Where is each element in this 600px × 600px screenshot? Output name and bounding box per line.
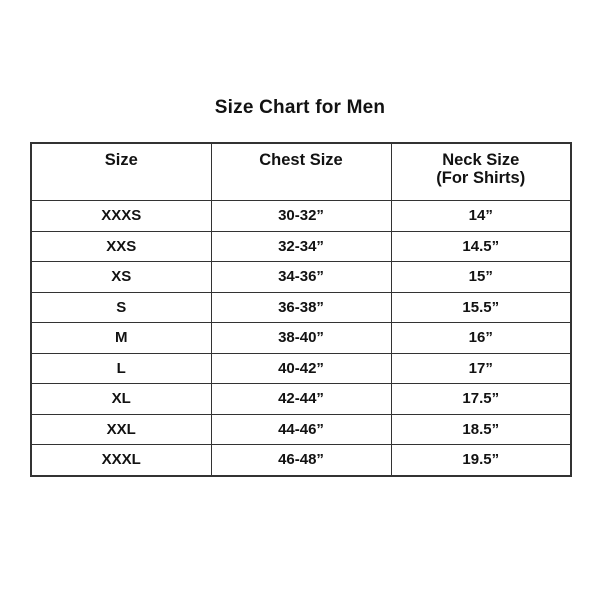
size-cell: L [31,353,211,384]
chest-size-cell: 42-44” [211,384,391,415]
chest-size-cell: 38-40” [211,323,391,354]
table-row [31,353,571,384]
header-chest-size: Chest Size [211,143,391,201]
chest-size-cell: 46-48” [211,445,391,476]
table-row [31,323,571,354]
size-cell: XXS [31,231,211,262]
chest-size-cell: 44-46” [211,414,391,445]
neck-size-cell: 15.5” [391,292,571,323]
chest-size-cell: 36-38” [211,292,391,323]
table-row [31,384,571,415]
page-title: Size Chart for Men [214,97,386,118]
size-chart-table [30,142,572,477]
neck-size-cell: 16” [391,323,571,354]
size-cell: XXXL [31,445,211,476]
chest-size-cell: 32-34” [211,231,391,262]
table-row [31,445,571,476]
neck-size-cell: 17” [391,353,571,384]
neck-size-cell: 14” [391,201,571,232]
table-row [31,262,571,293]
neck-size-cell: 17.5” [391,384,571,415]
size-cell: M [31,323,211,354]
table-row [31,201,571,232]
table-row [31,292,571,323]
size-cell: S [31,292,211,323]
header-neck-size [391,143,571,201]
chest-size-cell: 40-42” [211,353,391,384]
neck-size-cell: 18.5” [391,414,571,445]
table-row [31,231,571,262]
table-row [31,414,571,445]
size-cell: XL [31,384,211,415]
header-size: Size [31,143,211,201]
size-cell: XXL [31,414,211,445]
header-neck-size-line1: Neck Size [442,151,520,169]
chest-size-cell: 30-32” [211,201,391,232]
size-cell: XXXS [31,201,211,232]
size-cell: XS [31,262,211,293]
chest-size-cell: 34-36” [211,262,391,293]
neck-size-cell: 19.5” [391,445,571,476]
neck-size-cell: 14.5” [391,231,571,262]
table-header-row [31,143,571,201]
neck-size-cell: 15” [391,262,571,293]
header-neck-size-line2: (For Shirts) [436,169,526,187]
